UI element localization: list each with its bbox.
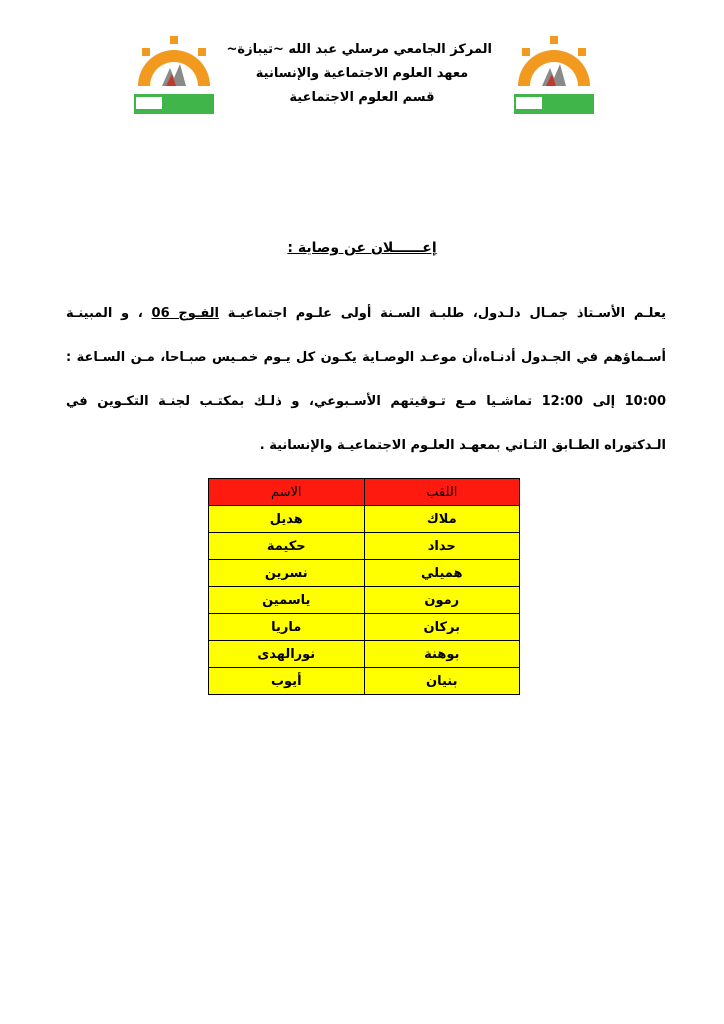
surname-cell: ملاك: [364, 506, 520, 533]
table-row: [209, 641, 520, 668]
surname-cell: بركان: [364, 614, 520, 641]
name-cell: أيوب: [209, 668, 365, 695]
announcement-title: [200, 240, 524, 256]
column-header-name: الاسم: [209, 479, 365, 506]
name-cell: هديل: [209, 506, 365, 533]
table-row: [209, 506, 520, 533]
body-intro: يعلـم الأسـتاذ جمـال دلـدول، طلبـة السـنة أولى علـوم اجتماعيـة: [227, 306, 666, 321]
column-header-surname: اللقب: [364, 479, 520, 506]
university-logo-icon: [128, 34, 220, 116]
surname-cell: بوهنة: [364, 641, 520, 668]
university-logo-icon: [508, 34, 600, 116]
university-name: المركز الجامعي مرسلي عبد الله ~تيبازة~: [226, 42, 492, 57]
name-cell: نورالهدى: [209, 641, 365, 668]
table-row: [209, 587, 520, 614]
institution-header: [226, 38, 492, 110]
table-row: [209, 668, 520, 695]
university-logo-right: [508, 34, 600, 116]
group-reference: الفـوج 06: [151, 306, 220, 321]
department-name: قسم العلوم الاجتماعية: [289, 90, 435, 105]
students-table-wrapper: [208, 478, 520, 695]
name-cell: ماريا: [209, 614, 365, 641]
announcement-title-text: إعــــــلان عن وصاية :: [287, 240, 437, 256]
university-logo-left: [128, 34, 220, 116]
surname-cell: رمون: [364, 587, 520, 614]
table-row: [209, 533, 520, 560]
table-header-row: [209, 479, 520, 506]
body-details: ، و المبينـة أسـماؤهم في الجـدول أدنـاه،أن موعـد الوصـاية يكـون كل يـوم خمـيس صبـاحا، مـن السـاعة : 10:00 إلى 12:00 تماشـيا مـع تـوقيتهم الأسـبوعي، و ذلـك بمكتـب لجنـة التكـوين في الـدكتوراه الطـابق الثـاني بمعهـد العلـوم الاجتماعيـة والإنسانية .: [66, 306, 666, 453]
institute-name: معهد العلوم الاجتماعية والإنسانية: [255, 66, 469, 81]
name-cell: حكيمة: [209, 533, 365, 560]
table-row: [209, 560, 520, 587]
surname-cell: هميلي: [364, 560, 520, 587]
surname-cell: بنيان: [364, 668, 520, 695]
students-table: [208, 478, 520, 695]
surname-cell: حداد: [364, 533, 520, 560]
name-cell: ياسمين: [209, 587, 365, 614]
announcement-body: [66, 292, 666, 468]
table-row: [209, 614, 520, 641]
name-cell: نسرين: [209, 560, 365, 587]
